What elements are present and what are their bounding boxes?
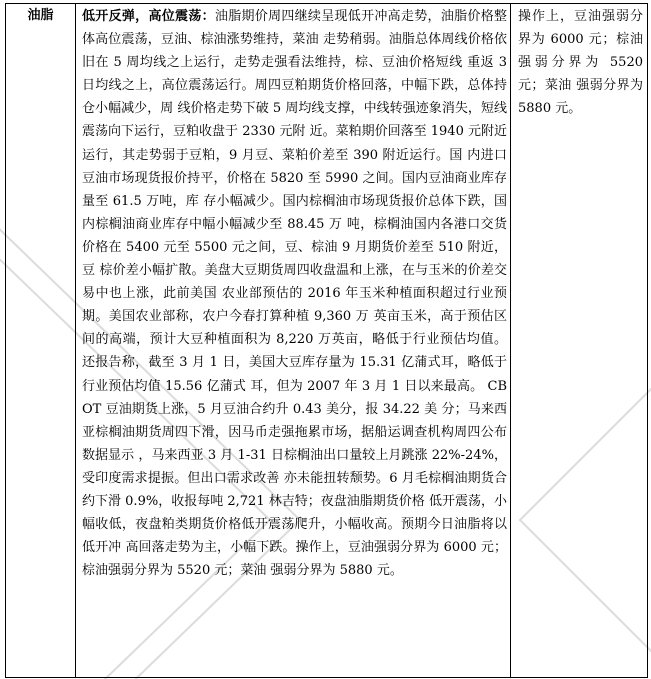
category-cell (6, 4, 76, 678)
content-lead: 低开反弹，高位震荡： (82, 9, 215, 24)
table-row (6, 4, 648, 678)
content-body: 油脂期价周四继续呈现低开冲高走势，油脂价格整体高位震荡，豆油、棕油涨势维持，菜油 走势稍弱。油脂总体周线价格依旧在 5 周均线之上运行，走势走强看法维持，棕、豆油价格短线 重返 3 日均线之上，高位震荡运行。周四豆粕期货价格回落，中幅下跌，总体持仓小幅减少，周 线价格走势下破 5 周均线支撑，中线转强迹象消失，短线震荡向下运行，豆粕收盘于 2330 元附 近。菜粕期价回落至 1940 元附近运行，其走势弱于豆粕，9 月豆、菜粕价差至 390 附近运行。国 内进口豆油市场现货报价持平，价格在 5820 至 5990 之间。国内豆油商业库存量至 61.5 万吨，库 存小幅减少。国内棕榈油市场现货报价总体下跌，国内棕榈油商业库存中幅小幅减少至 88.45 万 吨，棕榈油国内各港口交货价格在 5400 元至 5500 元之间，豆、棕油 9 月期货价差至 510 附近，豆 棕价差小幅扩散。美盘大豆期货周四收盘温和上涨，在与玉米的价差交易中也上涨，此前美国 农业部预估的 2016 年玉米种植面积超过行业预期。美国农业部称，农户今春打算种植 9,360 万 英亩玉米，高于预估区间的高端，预计大豆种植面积为 8,220 万英亩，略低于行业预估均值。 还报告称，截至 3 月 1 日，美国大豆库存量为 15.31 亿蒲式耳，略低于行业预估均值 15.56 亿蒲式 耳，但为 2007 年 3 月 1 日以来最高。 CBOT 豆油期货上涨，5 月豆油合约升 0.43 美分，报 34.22 美 分；马来西亚棕榈油期货周四下滑，因马币走强拖累市场，据船运调查机构周四公布数据显示 ，马来西亚 3 月 1-31 日棕榈油出口量较上月跳涨 22%-24%，受印度需求提振。但出口需求改善 亦未能扭转颓势。6 月毛棕榈油期货合约下滑 0.9%，收报每吨 2,721 林吉特；夜盘油脂期货价格 低开震荡，小幅收低，夜盘粕类期货价格低开震荡爬升，小幅收高。预期今日油脂将以低开冲 高回落走势为主，小幅下跌。操作上，豆油强弱分界为 6000 元；棕油强弱分界为 5520 元；菜油 强弱分界为 5880 元。 (82, 9, 507, 579)
content-cell (76, 4, 511, 678)
content-paragraph (76, 4, 510, 582)
category-label: 油脂 (27, 8, 54, 23)
summary-cell (511, 4, 648, 678)
analysis-table (5, 3, 648, 678)
summary-text: 操作上，豆油强弱分界为 6000 元；棕油强弱分界为 5520 元；菜油 强弱分界为 5880 元。 (518, 9, 643, 117)
